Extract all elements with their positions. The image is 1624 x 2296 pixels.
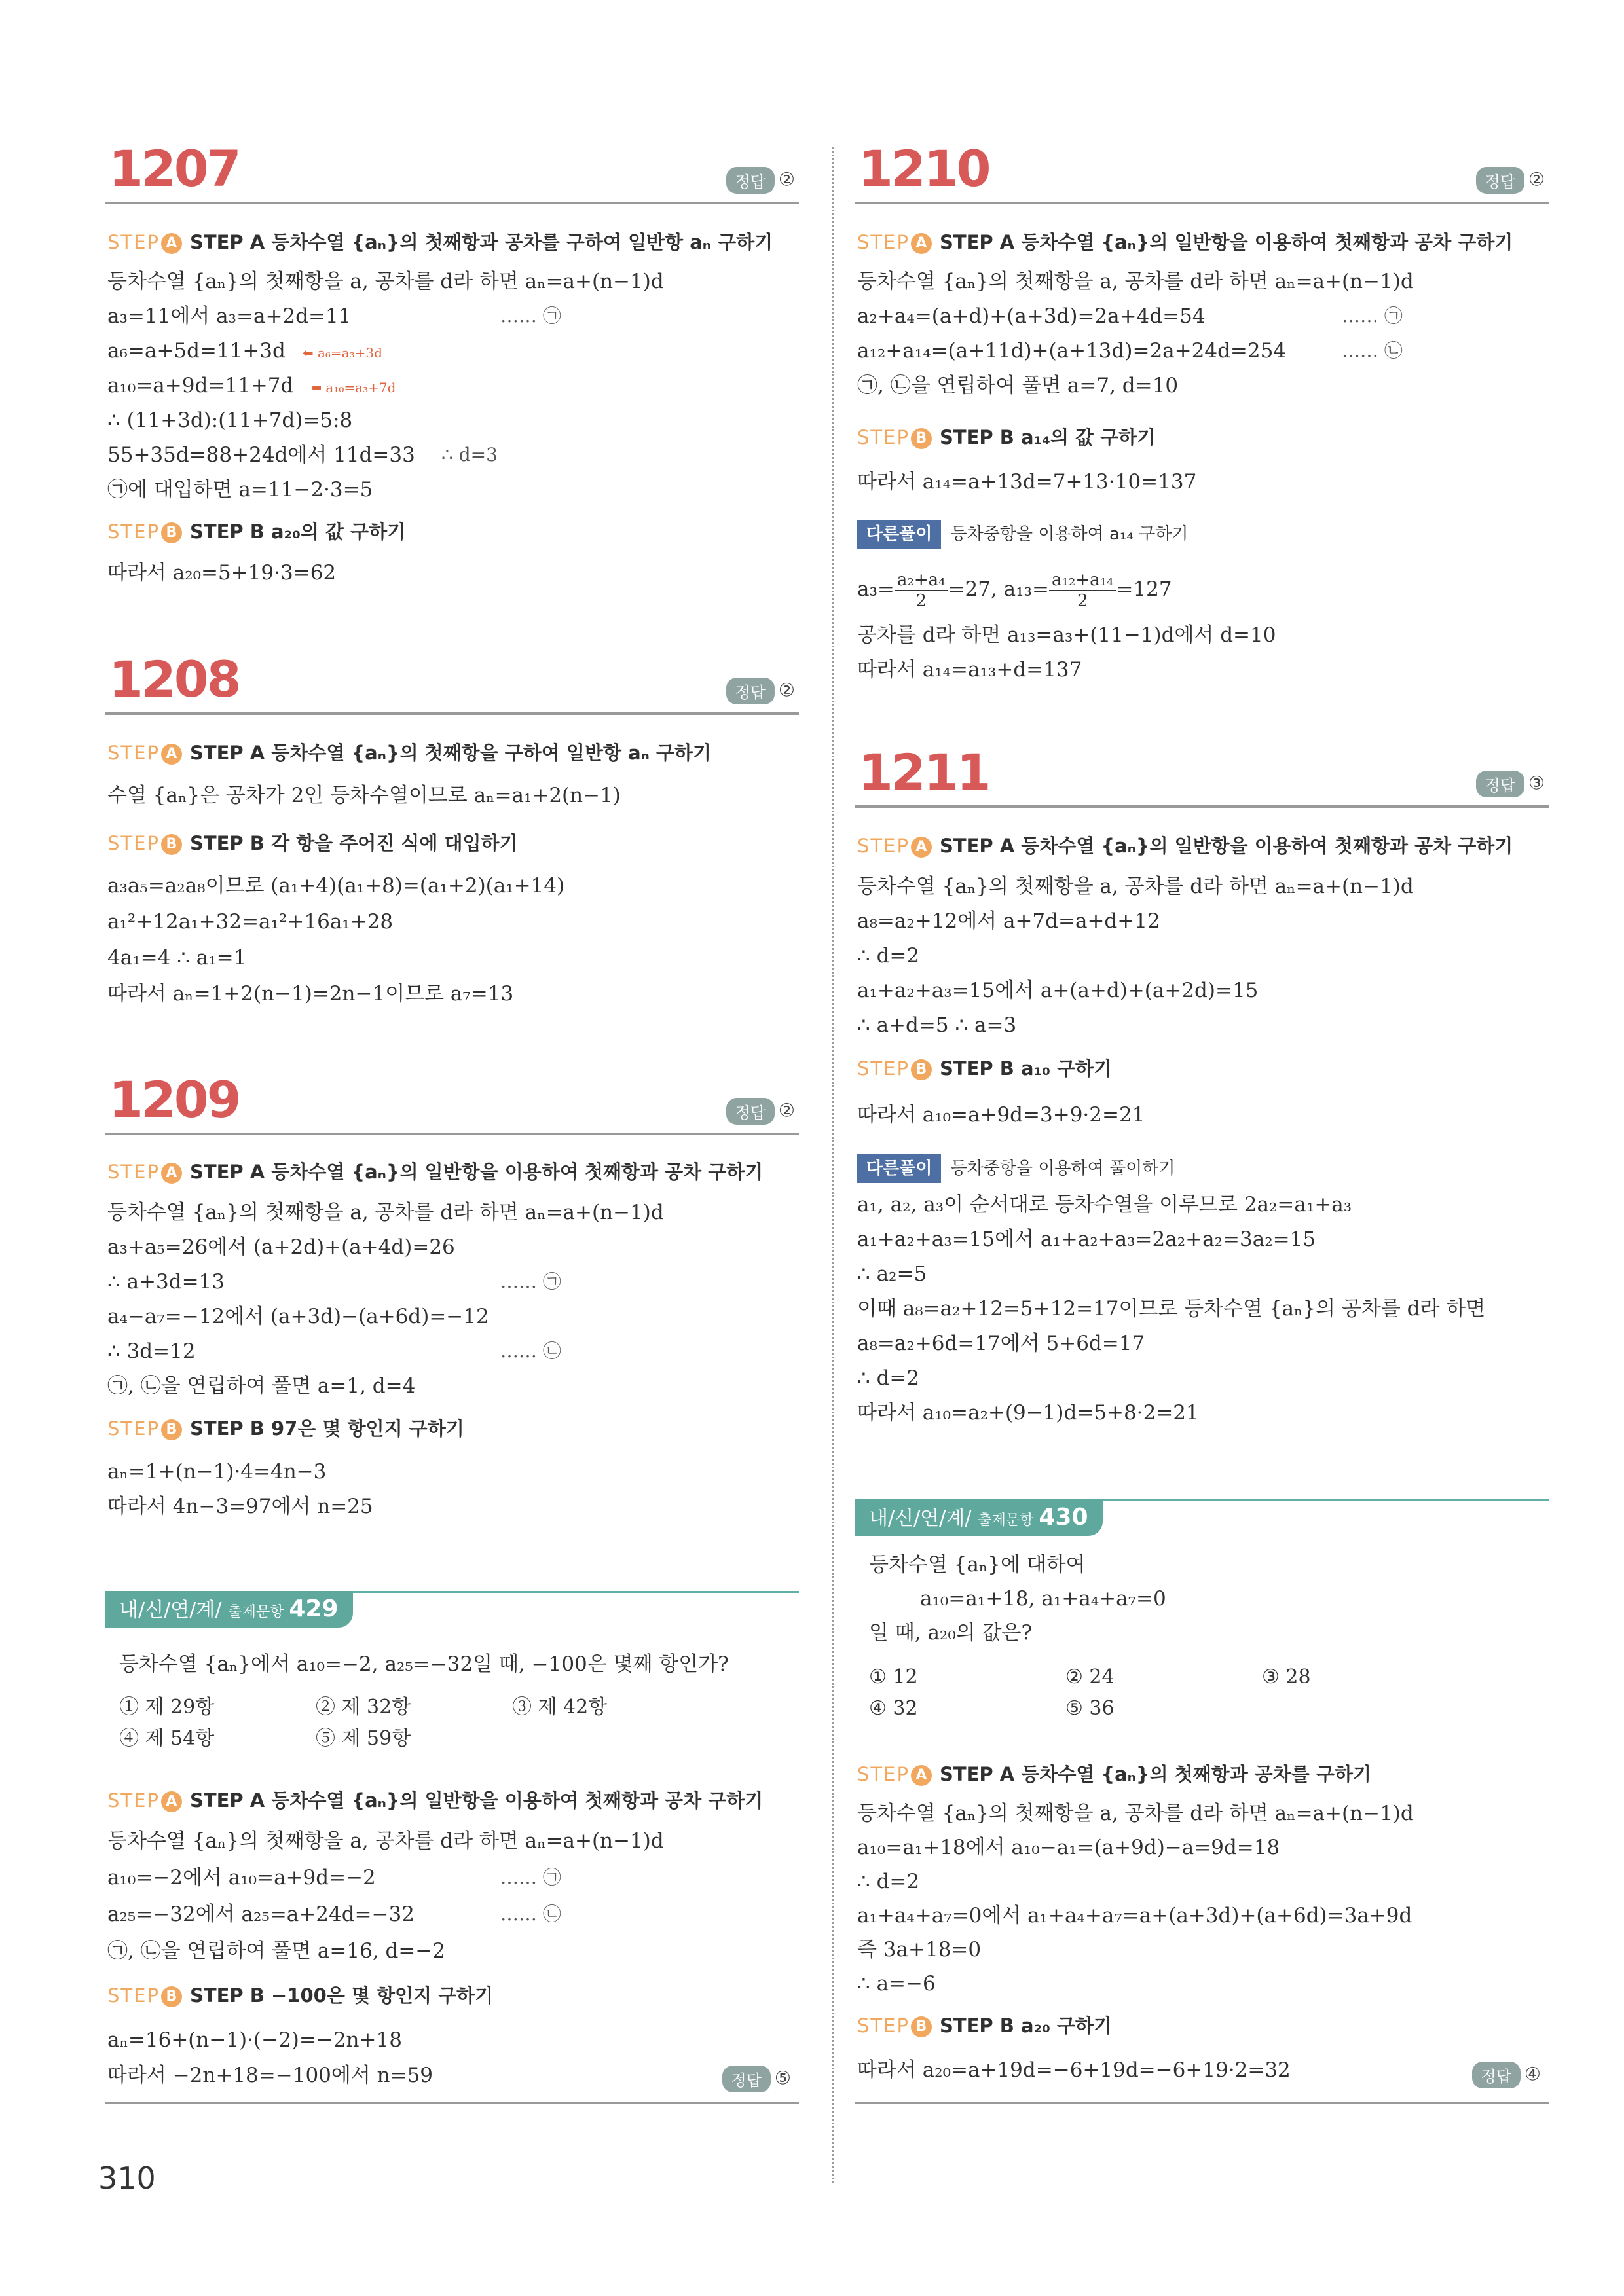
solution-line: 공차를 d라 하면 a₁₃=a₃+(11−1)d에서 d=10: [857, 623, 1276, 647]
equation-tag: …… ㉡: [500, 1903, 561, 1925]
answer-value: ④: [1524, 2063, 1541, 2085]
solution-line: a₃=11에서 a₃=a+2d=11 …… ㉠: [107, 304, 561, 328]
step-a-heading: STEP A STEP A 등차수열 {aₙ}의 일반항을 이용하여 첫째항과 공차 구하기: [107, 1161, 764, 1183]
choice: ④ 제 54항: [119, 1727, 215, 1750]
answer-marker: [1476, 167, 1545, 194]
solution-line: ㉠, ㉡을 연립하여 풀면 a=7, d=10: [857, 374, 1179, 397]
solution-line: a₁₀=a₁+18에서 a₁₀−a₁=(a+9d)−a=9d=18: [857, 1836, 1280, 1859]
solution-line: ∴ d=2: [857, 944, 920, 968]
equation-tag: …… ㉠: [500, 1271, 561, 1292]
question-text: 등차수열 {aₙ}에서 a₁₀=−2, a₂₅=−32일 때, −100은 몇째 항인가?: [119, 1652, 729, 1676]
fraction-line: a₃= $\frac{\text{a₂+a₄}}{2}$ =27, a₁₃= $\frac{\text{a₁₂+a₁₄}}{2}$ =127: [857, 570, 1172, 611]
solution-line: ㉠에 대입하면 a=11−2·3=5: [107, 478, 373, 501]
related-question-tag: 내/신/연/계/ 출제문항 430: [855, 1499, 1103, 1536]
answer-label: 정답: [726, 678, 775, 704]
step-b-heading: STEP B STEP B a₁₀ 구하기: [857, 1057, 1113, 1080]
answer-marker: [1476, 771, 1545, 797]
choice: ⑤ 36: [1065, 1697, 1115, 1720]
step-a-heading: STEP A STEP A 등차수열 {aₙ}의 일반항을 이용하여 첫째항과 공차 구하기: [857, 231, 1513, 253]
alternative-badge: 다른풀이: [857, 1154, 941, 1183]
solution-line: 이때 a₈=a₂+12=5+12=17이므로 등차수열 {aₙ}의 공차를 d라 하면: [857, 1297, 1486, 1321]
solution-line: 등차수열 {aₙ}의 첫째항을 a, 공차를 d라 하면 aₙ=a+(n−1)d: [107, 270, 664, 293]
choice: ① 제 29항: [119, 1696, 215, 1719]
problem-header-1208: [105, 650, 799, 715]
solution-line: ∴ 3d=12 …… ㉡: [107, 1339, 561, 1363]
column-divider: [832, 147, 834, 2183]
hint-note: ⬅ a₆=a₃+3d: [302, 345, 382, 361]
choice: ③ 28: [1262, 1666, 1311, 1688]
solution-line: a₃+a₅=26에서 (a+2d)+(a+4d)=26: [107, 1235, 455, 1259]
solution-line: ∴ a+3d=13 …… ㉠: [107, 1270, 561, 1294]
solution-line: 따라서 a₁₀=a₂+(9−1)d=5+8·2=21: [857, 1401, 1199, 1425]
solution-line: 따라서 aₙ=1+2(n−1)=2n−1이므로 a₇=13: [107, 982, 514, 1006]
step-b-heading: STEP B STEP B 97은 몇 항인지 구하기: [107, 1417, 464, 1440]
problem-number: 1207: [109, 139, 240, 198]
step-b-heading: STEP B STEP B a₁₄의 값 구하기: [857, 426, 1156, 448]
solution-line: 4a₁=4 ∴ a₁=1: [107, 946, 247, 970]
related-question-tag: 내/신/연/계/ 출제문항 429: [105, 1591, 353, 1628]
answer-value: ②: [1528, 168, 1545, 191]
solution-line: ∴ a₂=5: [857, 1262, 927, 1286]
solution-line: ∴ (11+3d):(11+7d)=5:8: [107, 409, 353, 432]
step-a-heading: STEP A STEP A 등차수열 {aₙ}의 일반항을 이용하여 첫째항과 공차 구하기: [107, 1789, 764, 1812]
solution-line: 따라서 a₂₀=a+19d=−6+19d=−6+19·2=32: [857, 2058, 1291, 2082]
choice: ② 24: [1065, 1666, 1115, 1688]
equation-tag: …… ㉠: [500, 1867, 561, 1888]
problem-header-1209: [105, 1070, 799, 1135]
question-text: 등차수열 {aₙ}에 대하여: [869, 1553, 1086, 1576]
solution-line: a₁+a₄+a₇=0에서 a₁+a₄+a₇=a+(a+3d)+(a+6d)=3a+9d: [857, 1904, 1412, 1927]
solution-line: 따라서 a₁₄=a+13d=7+13·10=137: [857, 470, 1197, 494]
alternative-badge: 다른풀이: [857, 520, 941, 549]
problem-header-1207: [105, 139, 799, 204]
answer-label: 정답: [726, 1098, 775, 1125]
choice: ③ 제 42항: [512, 1696, 608, 1719]
solution-line: a₄−a₇=−12에서 (a+3d)−(a+6d)=−12: [107, 1305, 489, 1328]
equation-tag: …… ㉠: [1342, 305, 1403, 327]
solution-line: a₂₅=−32에서 a₂₅=a+24d=−32 …… ㉡: [107, 1903, 561, 1926]
solution-line: a₁₂+a₁₄=(a+11d)+(a+13d)=2a+24d=254 …… ㉡: [857, 339, 1403, 363]
solution-line: 따라서 a₁₄=a₁₃+d=137: [857, 658, 1082, 682]
solution-line: ∴ d=2: [857, 1366, 920, 1390]
equation-result: ∴ d=3: [441, 444, 498, 465]
problem-number: 1208: [109, 650, 240, 708]
alternative-solution-heading: 다른풀이 등차중항을 이용하여 a₁₄ 구하기: [857, 520, 1188, 549]
solution-line: a₁₀=−2에서 a₁₀=a+9d=−2 …… ㉠: [107, 1866, 561, 1889]
answer-value: ③: [1528, 772, 1545, 794]
solution-line: a₆=a+5d=11+3d ⬅ a₆=a₃+3d: [107, 339, 382, 363]
page-number: 310: [98, 2160, 156, 2196]
question-text: a₁₀=a₁+18, a₁+a₄+a₇=0: [920, 1587, 1166, 1611]
solution-line: a₁+a₂+a₃=15에서 a₁+a₂+a₃=2a₂+a₂=3a₂=15: [857, 1228, 1316, 1251]
solution-line: 등차수열 {aₙ}의 첫째항을 a, 공차를 d라 하면 aₙ=a+(n−1)d: [107, 1201, 664, 1224]
hint-note: ⬅ a₁₀=a₃+7d: [310, 380, 396, 395]
choice: ① 12: [869, 1666, 918, 1688]
answer-label: 정답: [1472, 2062, 1521, 2088]
problem-number: 1209: [109, 1070, 240, 1129]
answer-value: ②: [778, 1099, 795, 1121]
solution-line: ∴ a=−6: [857, 1972, 936, 1995]
problem-number: 1210: [858, 139, 989, 198]
step-a-heading: STEP A STEP A 등차수열 {aₙ}의 일반항을 이용하여 첫째항과 공차 구하기: [857, 835, 1513, 857]
solution-line: a₃a₅=a₂a₈이므로 (a₁+4)(a₁+8)=(a₁+2)(a₁+14): [107, 874, 565, 898]
solution-line: aₙ=16+(n−1)·(−2)=−2n+18: [107, 2028, 402, 2052]
step-b-heading: STEP B STEP B −100은 몇 항인지 구하기: [107, 1984, 494, 2007]
step-a-heading: STEP A STEP A 등차수열 {aₙ}의 첫째항과 공차를 구하기: [857, 1763, 1371, 1785]
answer-value: ⑤: [774, 2067, 791, 2089]
problem-header-1210: [855, 139, 1549, 204]
equation-tag: …… ㉠: [500, 305, 561, 327]
answer-value: ②: [778, 168, 795, 191]
equation-tag: …… ㉡: [500, 1340, 561, 1362]
related-question-430: [855, 1499, 1549, 2104]
solution-line: 등차수열 {aₙ}의 첫째항을 a, 공차를 d라 하면 aₙ=a+(n−1)d: [857, 875, 1414, 898]
problem-header-1211: [855, 743, 1549, 808]
solution-line: 즉 3a+18=0: [857, 1938, 982, 1961]
solution-line: 등차수열 {aₙ}의 첫째항을 a, 공차를 d라 하면 aₙ=a+(n−1)d: [857, 270, 1414, 293]
step-b-heading: STEP B STEP B a₂₀ 구하기: [857, 2014, 1113, 2037]
answer-marker: [726, 678, 795, 704]
answer-label: 정답: [726, 167, 775, 194]
solution-line: ㉠, ㉡을 연립하여 풀면 a=1, d=4: [107, 1374, 416, 1398]
question-text: 일 때, a₂₀의 값은?: [869, 1621, 1033, 1645]
alternative-solution-heading: 다른풀이 등차중항을 이용하여 풀이하기: [857, 1154, 1175, 1183]
answer-label: 정답: [1476, 771, 1524, 797]
solution-line: a₁₀=a+9d=11+7d ⬅ a₁₀=a₃+7d: [107, 374, 396, 397]
fraction: $\frac{\text{a₂+a₄}}{2}$: [895, 570, 948, 611]
answer-marker: [1472, 2062, 1541, 2088]
step-a-heading: STEP A STEP A 등차수열 {aₙ}의 첫째항을 구하여 일반항 aₙ 구하기: [107, 742, 711, 764]
answer-value: ②: [778, 679, 795, 701]
solution-line: 등차수열 {aₙ}의 첫째항을 a, 공차를 d라 하면 aₙ=a+(n−1)d: [857, 1802, 1414, 1825]
solution-line: 따라서 a₂₀=5+19·3=62: [107, 561, 337, 585]
fraction: $\frac{\text{a₁₂+a₁₄}}{2}$: [1049, 570, 1116, 611]
solution-line: 55+35d=88+24d에서 11d=33 ∴ d=3: [107, 443, 498, 467]
solution-line: a₁+a₂+a₃=15에서 a+(a+d)+(a+2d)=15: [857, 979, 1259, 1002]
step-b-heading: STEP B STEP B 각 항을 주어진 식에 대입하기: [107, 832, 518, 854]
choice: ⑤ 제 59항: [316, 1727, 411, 1750]
solution-line: 따라서 −2n+18=−100에서 n=59: [107, 2064, 434, 2087]
solution-line: a₁²+12a₁+32=a₁²+16a₁+28: [107, 910, 394, 934]
solution-line: ∴ d=2: [857, 1870, 920, 1893]
answer-marker: [722, 2066, 791, 2092]
solution-line: 등차수열 {aₙ}의 첫째항을 a, 공차를 d라 하면 aₙ=a+(n−1)d: [107, 1829, 664, 1853]
solution-line: a₁, a₂, a₃이 순서대로 등차수열을 이루므로 2a₂=a₁+a₃: [857, 1193, 1352, 1216]
solution-line: 따라서 a₁₀=a+9d=3+9·2=21: [857, 1103, 1145, 1127]
solution-line: a₈=a₂+6d=17에서 5+6d=17: [857, 1332, 1145, 1355]
step-a-heading: STEP A STEP A 등차수열 {aₙ}의 첫째항과 공차를 구하여 일반항 aₙ 구하기: [107, 231, 773, 253]
solution-line: 수열 {aₙ}은 공차가 2인 등차수열이므로 aₙ=a₁+2(n−1): [107, 784, 621, 807]
answer-label: 정답: [1476, 167, 1524, 194]
answer-marker: [726, 1098, 795, 1125]
solution-line: ∴ a+d=5 ∴ a=3: [857, 1013, 1017, 1037]
solution-line: a₈=a₂+12에서 a+7d=a+d+12: [857, 909, 1160, 933]
problem-number: 1211: [858, 743, 989, 801]
solution-line: ㉠, ㉡을 연립하여 풀면 a=16, d=−2: [107, 1939, 446, 1963]
equation-tag: …… ㉡: [1342, 340, 1403, 361]
choice: ② 제 32항: [316, 1696, 411, 1719]
answer-marker: [726, 167, 795, 194]
step-b-heading: STEP B STEP B a₂₀의 값 구하기: [107, 520, 406, 543]
choice: ④ 32: [869, 1697, 918, 1720]
solution-line: aₙ=1+(n−1)·4=4n−3: [107, 1460, 327, 1484]
answer-label: 정답: [722, 2066, 771, 2092]
related-question-429: [105, 1591, 799, 2104]
solution-line: a₂+a₄=(a+d)+(a+3d)=2a+4d=54 …… ㉠: [857, 304, 1403, 328]
solution-line: 따라서 4n−3=97에서 n=25: [107, 1495, 373, 1518]
